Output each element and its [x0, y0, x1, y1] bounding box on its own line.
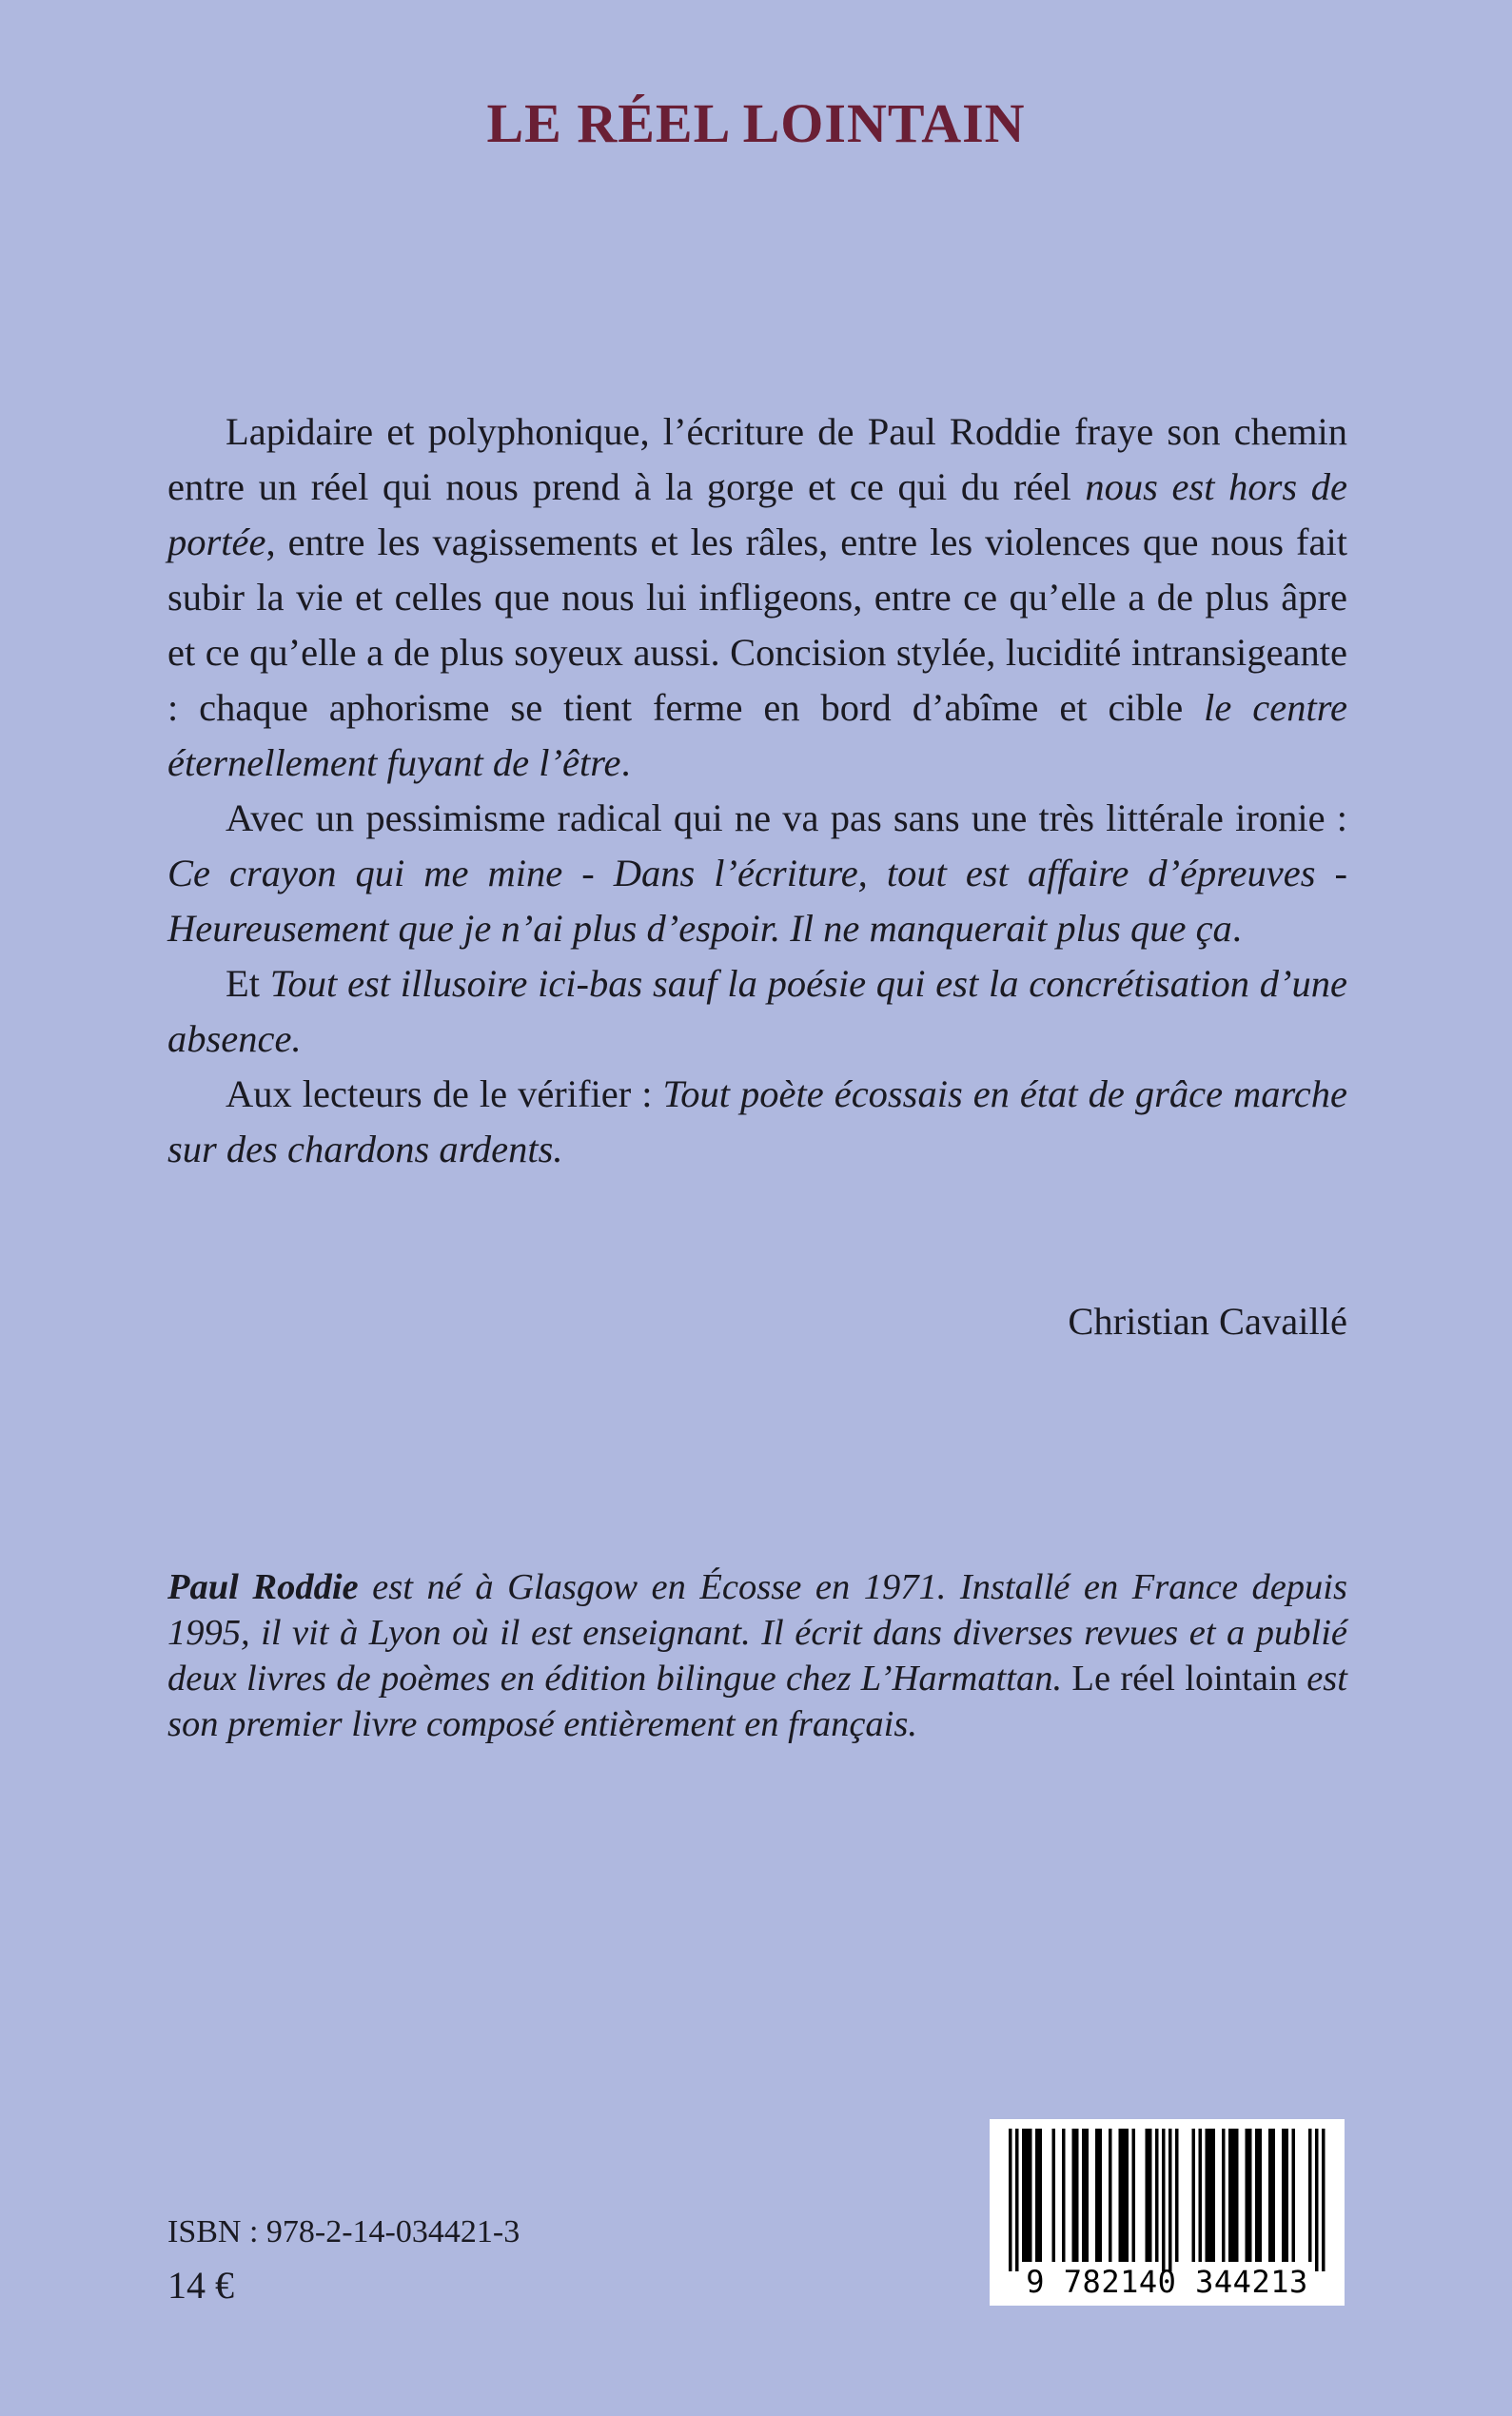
barcode-bar: [1109, 2129, 1112, 2262]
barcode-bar: [1029, 2129, 1032, 2262]
isbn-number: ISBN : 978-2-14-034421-3: [167, 2214, 520, 2249]
barcode-bar: [1146, 2129, 1149, 2262]
blurb-paragraph-4: Aux lecteurs de le vérifier : Tout poète écossais en état de grâce marche sur des chardons ardents.: [167, 1072, 1347, 1170]
price: 14 €: [167, 2264, 234, 2307]
barcode-bar: [1222, 2129, 1226, 2262]
barcode-bar: [1286, 2129, 1289, 2262]
barcode-digits: 9 782140 344213: [1026, 2264, 1308, 2300]
barcode-bar: [1132, 2129, 1136, 2262]
barcode-bar: [1272, 2129, 1276, 2262]
barcode-bar: [1155, 2129, 1159, 2262]
barcode-bar: [1162, 2129, 1166, 2271]
barcode-bar: [1009, 2129, 1012, 2271]
author-name: Paul Roddie: [167, 1567, 359, 1607]
barcode-bar: [1212, 2129, 1216, 2262]
barcode-bar: [1168, 2129, 1172, 2271]
barcode-bar: [1292, 2129, 1296, 2262]
barcode-bar: [1099, 2129, 1103, 2262]
barcode-bar: [1149, 2129, 1152, 2262]
barcode-bar: [1255, 2129, 1259, 2262]
barcode-bar: [1192, 2129, 1196, 2262]
barcode-bar: [1199, 2129, 1203, 2262]
blurb-paragraph-1: Lapidaire et polyphonique, l’écriture de Paul Roddie fraye son chemin entre un réel qui nous prend à la gorge et ce qui du réel nous est hors de portée, entre les vagissements et les râles, entre les violences que nous fait subir la vie et celles que nous lui infligeons, entre ce qu’elle a de plus âpre et ce qu’elle a de plus soyeux aussi. Concision stylée, lucidité intransigeante : chaque aphorisme se tient ferme en bord d’abîme et cible le centre éternellement fuyant de l’être.: [167, 410, 1348, 784]
barcode: [990, 2119, 1345, 2306]
barcode-bar: [1086, 2129, 1090, 2262]
barcode-bar: [1282, 2129, 1286, 2262]
barcode-bar: [1315, 2129, 1319, 2271]
barcode-bar: [1052, 2129, 1056, 2262]
blurb-paragraph-2: Avec un pessimisme radical qui ne va pas sans une très littérale ironie : Ce crayon qui me mine - Dans l’écriture, tout est affaire d’épreuves - Heureusement que je n’ai plus d’espoir. Il ne manquerait plus que ça.: [167, 796, 1347, 950]
book-title: LE RÉEL LOINTAIN: [486, 92, 1026, 154]
barcode-bar: [1126, 2129, 1129, 2262]
barcode-bar: [1119, 2129, 1123, 2262]
barcode-bar: [1122, 2129, 1126, 2262]
barcode-bar: [1015, 2129, 1019, 2271]
barcode-bar: [1208, 2129, 1212, 2262]
barcode-bar: [1039, 2129, 1043, 2262]
barcode-bar: [1248, 2129, 1252, 2262]
barcode-bar: [1259, 2129, 1263, 2262]
barcode-bar: [1035, 2129, 1039, 2262]
barcode-bar: [1246, 2129, 1249, 2262]
barcode-bar: [1175, 2129, 1179, 2262]
barcode-bar: [1022, 2129, 1026, 2262]
barcode-bar: [1228, 2129, 1232, 2262]
barcode-bar: [1232, 2129, 1236, 2262]
barcode-bar: [1268, 2129, 1272, 2262]
barcode-bar: [1235, 2129, 1239, 2262]
barcode-bar: [1322, 2129, 1325, 2271]
barcode-bar: [1206, 2129, 1209, 2262]
barcode-bar: [1072, 2129, 1076, 2262]
barcode-bar: [1095, 2129, 1099, 2262]
barcode-bar: [1082, 2129, 1086, 2262]
back-cover-blurb: [167, 404, 1347, 1177]
blurb-signature: Christian Cavaillé: [1068, 1300, 1347, 1343]
blurb-paragraph-3: Et Tout est illusoire ici-bas sauf la poésie qui est la concrétisation d’une absence.: [167, 962, 1347, 1060]
book-title-mention: Le réel lointain: [1071, 1659, 1297, 1699]
barcode-bar: [1308, 2129, 1312, 2262]
author-bio: Paul Roddie est né à Glasgow en Écosse en 1971. Installé en France depuis 1995, il vit à Lyon où il est enseignant. Il écrit dans diverses revues et a publié deux livres de poèmes en édition bilingue chez L’Harmattan. Le réel lointain est son premier livre composé entièrement en français.: [167, 1567, 1347, 1744]
barcode-bar: [1026, 2129, 1030, 2262]
barcode-bar: [1062, 2129, 1066, 2262]
barcode-bar: [1075, 2129, 1079, 2262]
